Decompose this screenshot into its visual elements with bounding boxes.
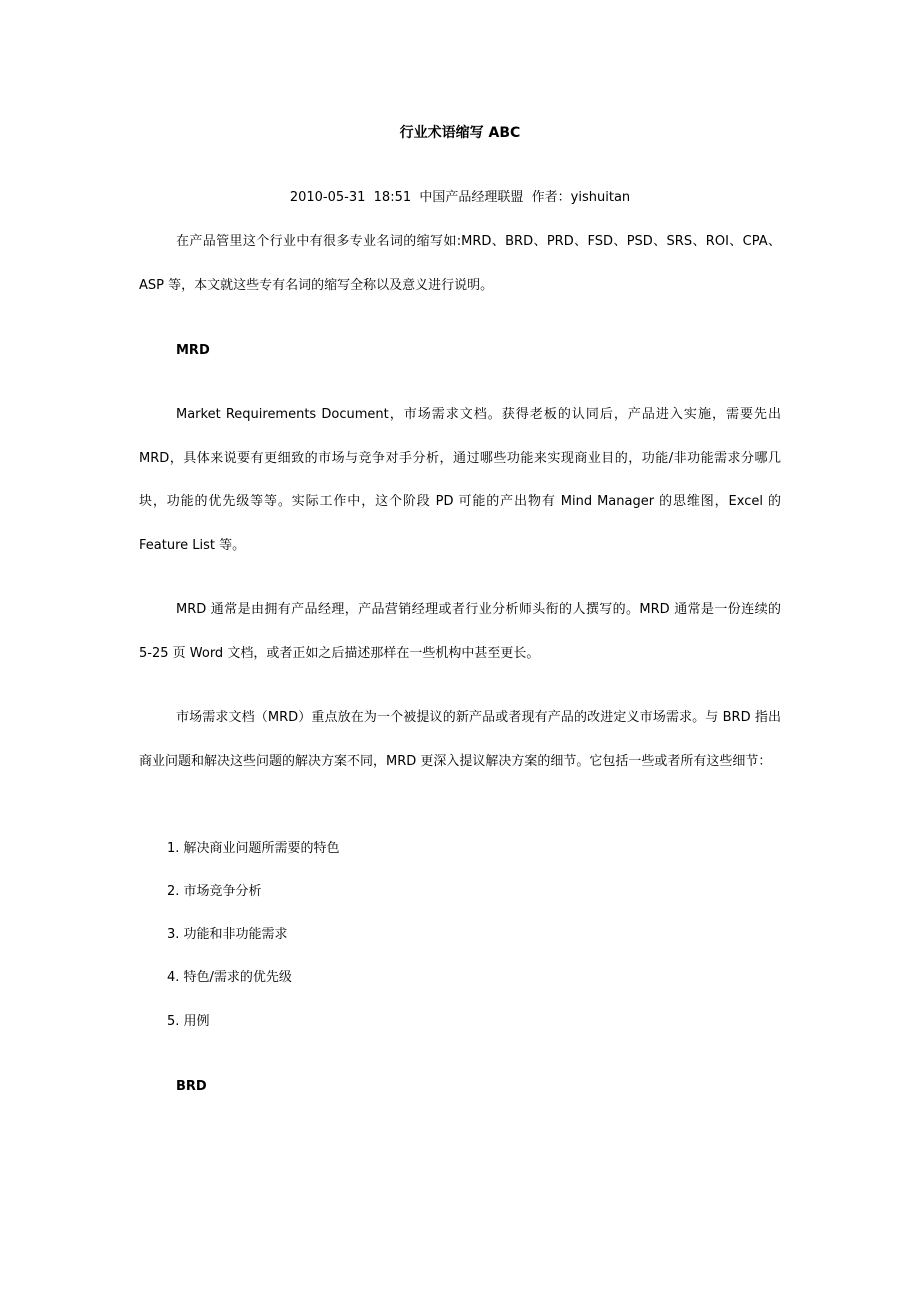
section-heading-mrd: MRD (176, 343, 210, 358)
list-item: 4. 特色/需求的优先级 (167, 970, 292, 985)
publish-date: 2010-05-31 (289, 190, 366, 205)
mrd-paragraph-2: MRD 通常是由拥有产品经理，产品营销经理或者行业分析师头衔的人撰写的。MRD 通常是一份连续的 5-25 页 Word 文档，或者正如之后描述那样在一些机构中甚至更长。 (139, 602, 781, 661)
author-line: 作者：yishuitan (531, 190, 631, 205)
intro-paragraph: 在产品管里这个行业中有很多专业名词的缩写如:MRD、BRD、PRD、FSD、PSD、SRS、ROI、CPA、ASP 等，本文就这些专有名词的缩写全称以及意义进行说明。 (139, 234, 781, 293)
publish-time: 18:51 (373, 190, 412, 205)
list-item: 3. 功能和非功能需求 (167, 927, 288, 942)
list-item: 2. 市场竞争分析 (167, 884, 262, 899)
article-meta (0, 188, 920, 208)
mrd-paragraph-1: Market Requirements Document，市场需求文档。获得老板的认同后，产品进入实施，需要先出 MRD，具体来说要有更细致的市场与竞争对手分析，通过哪些功能来实现商业目的，功能/非功能需求分哪几块，功能的优先级等等。实际工作中，这个阶段 PD 可能的产出物有 Mind Manager 的思维图，Excel 的 Feature List 等。 (139, 407, 781, 553)
mrd-paragraph-3: 市场需求文档（MRD）重点放在为一个被提议的新产品或者现有产品的改进定义市场需求。与 BRD 指出商业问题和解决这些问题的解决方案不同，MRD 更深入提议解决方案的细节。它包括一些或者所有这些细节： (139, 710, 781, 769)
list-item: 5. 用例 (167, 1014, 210, 1029)
source-name: 中国产品经理联盟 (419, 190, 524, 205)
document-title: 行业术语缩写 ABC (399, 125, 521, 141)
section-heading-brd: BRD (176, 1079, 207, 1094)
list-item: 1. 解决商业问题所需要的特色 (167, 841, 340, 856)
